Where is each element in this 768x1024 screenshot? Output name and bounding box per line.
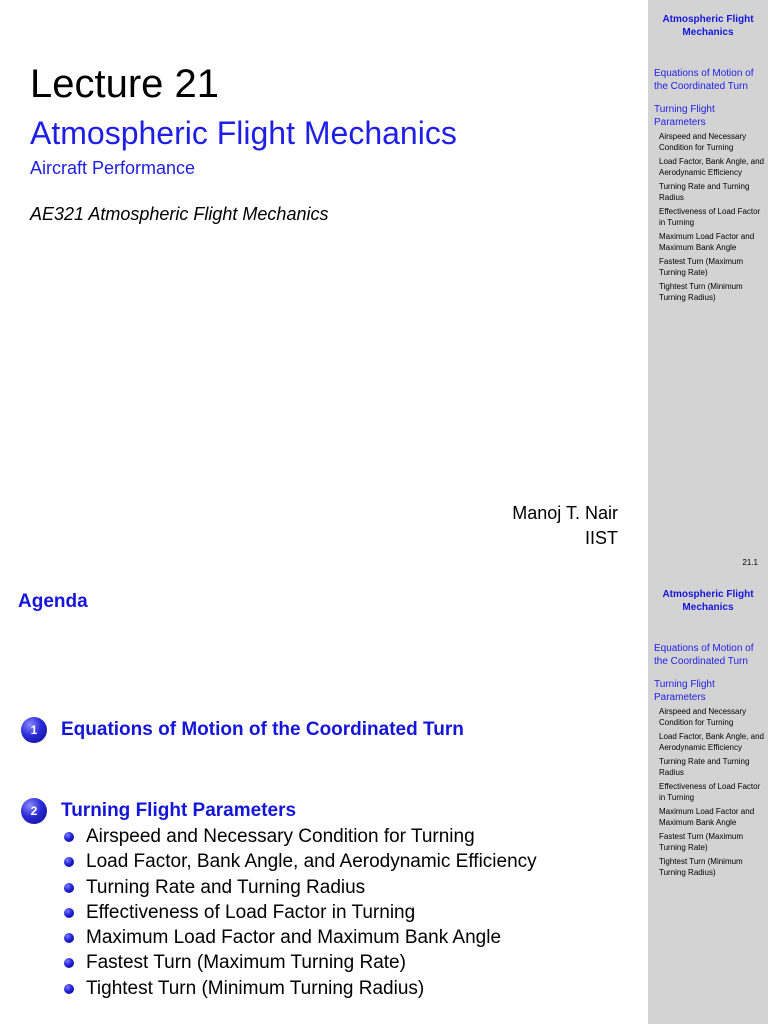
agenda-slide [0,575,768,1024]
list-item-text: Airspeed and Necessary Condition for Turning [86,826,475,847]
sidebar-section-turning-parameters[interactable]: Turning Flight Parameters [654,679,715,703]
sidebar-subsection-airspeed[interactable]: Airspeed and Necessary Condition for Turning [659,132,747,152]
list-item-text: Fastest Turn (Maximum Turning Rate) [86,952,406,974]
course-name: AE321 Atmospheric Flight Mechanics [30,204,329,224]
sidebar-subsection-max-load-factor[interactable]: Maximum Load Factor and Maximum Bank Angle [659,807,755,827]
list-item[interactable] [62,900,537,925]
list-item-text: Tightest Turn (Minimum Turning Radius) [86,977,425,999]
navigation-sidebar [648,0,768,575]
bullet-icon [64,933,74,943]
sidebar-title[interactable]: Atmospheric Flight Mechanics [662,14,754,38]
institute-name: IIST [584,528,618,548]
sidebar-subsection-airspeed[interactable]: Airspeed and Necessary Condition for Turning [659,707,747,727]
bullet-icon [64,857,74,867]
sidebar-subsection-effectiveness[interactable]: Effectiveness of Load Factor in Turning [659,207,761,227]
list-item[interactable] [62,849,537,874]
sidebar-subsection-fastest-turn[interactable]: Fastest Turn (Maximum Turning Rate) [659,832,744,852]
list-item[interactable] [62,875,537,900]
bullet-icon [64,984,74,994]
sidebar-section-equations[interactable]: Equations of Motion of the Coordinated Turn [654,68,754,92]
agenda-item-equations[interactable]: Equations of Motion of the Coordinated Turn [61,719,464,740]
sidebar-subsection-effectiveness[interactable]: Effectiveness of Load Factor in Turning [659,782,761,802]
bullet-icon [64,908,74,918]
item-number-badge: 1 [21,717,47,743]
presentation-title: Atmospheric Flight Mechanics [30,115,457,151]
item-number-badge: 2 [21,798,47,824]
slide-main-area [0,0,648,575]
sidebar-subsection-max-load-factor[interactable]: Maximum Load Factor and Maximum Bank Angle [659,232,755,252]
list-item-text: Turning Rate and Turning Radius [86,876,366,898]
sidebar-subsection-tightest-turn[interactable]: Tightest Turn (Minimum Turning Radius) [659,282,743,302]
agenda-title: Agenda [18,591,88,612]
list-item-text: Effectiveness of Load Factor in Turning [86,901,416,923]
agenda-bullet-list [62,824,537,1001]
sidebar-subsection-fastest-turn[interactable]: Fastest Turn (Maximum Turning Rate) [659,257,744,277]
navigation-sidebar [648,575,768,1024]
sidebar-title[interactable]: Atmospheric Flight Mechanics [662,589,754,613]
sidebar-subsection-load-factor[interactable]: Load Factor, Bank Angle, and Aerodynamic Efficiency [659,732,764,752]
presentation-subtitle: Aircraft Performance [30,158,196,178]
list-item[interactable] [62,925,537,950]
list-item[interactable] [62,976,537,1001]
bullet-icon [64,832,74,842]
sidebar-section-equations[interactable]: Equations of Motion of the Coordinated Turn [654,643,754,667]
sidebar-subsection-load-factor[interactable]: Load Factor, Bank Angle, and Aerodynamic Efficiency [659,157,764,177]
lecture-number: Lecture 21 [30,62,220,106]
sidebar-subsection-turning-rate[interactable]: Turning Rate and Turning Radius [659,182,750,202]
page-number: 21.1 [742,558,758,567]
sidebar-section-turning-parameters[interactable]: Turning Flight Parameters [654,104,715,128]
list-item[interactable] [62,950,537,975]
author-name: Manoj T. Nair [512,503,618,523]
sidebar-subsection-turning-rate[interactable]: Turning Rate and Turning Radius [659,757,750,777]
sidebar-subsection-tightest-turn[interactable]: Tightest Turn (Minimum Turning Radius) [659,857,743,877]
list-item[interactable] [62,824,537,849]
bullet-icon [64,958,74,968]
list-item-text: Load Factor, Bank Angle, and Aerodynamic Efficiency [86,851,537,873]
list-item-text: Maximum Load Factor and Maximum Bank Angle [86,927,502,949]
slide-main-area [0,575,648,1024]
bullet-icon [64,883,74,893]
agenda-item-turning-parameters[interactable]: Turning Flight Parameters [61,800,297,821]
